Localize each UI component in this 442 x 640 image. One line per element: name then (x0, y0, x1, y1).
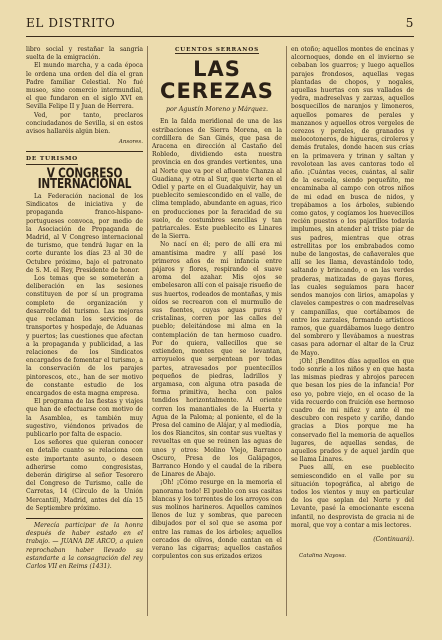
story-paragraph: en otoño; aquellos montes de encinas y alcornoques, donde en el invierno se cebaban los guarros; y luego aquellos parajes frondosos, aquellas vegas plantadas de chopos, y nogales, aquellas huertas con sus vallados de yedra, madreselvas y zarzas, aquellos bosquecillos de naranjos y limoneros, aquellos pomares de perales y manzanos y aquellos otros vergeles de cerezos y perales, de granados y melocotoneros, de higueras, ciroleros y demás frutales, donde hacen sus crías en la primavera y trinan y saltan y revolotean las aves cantoras todo el año. ¡Cuántas veces, cuántas, al salir de la escuela, siendo pequeñito, me encaminaba al campo con otros niños de mi edad en busca de nidos, y trepábamos a los árboles, subiendo como gatos, y cogíamos los huevecillos recién puestos o los pajarillos todavía implumes, sin atender al triste piar de sus padres, mientras que otras estrellitas por los embrabados como nube de langostas, de cañaverales que allí se les llama, devastándolo todo, saltando y brincando, o en las verdes praderas, matizadas de gayas flores, las cuales seguíamos para hacer sendos manojos con lirios, amapolas y claveles campestres o con madreselvas y campanillas, que cortábamos de entre los zarzales, formando artísticos ramos, que guardábamos luego dentro del sombrero y llevábamos a nuestras casas para adornar el altar de la Cruz de Mayo. (291, 46, 414, 357)
continued-note: (Continuará). (373, 535, 414, 543)
article-paragraph: Los señores que quieran conocer en detalle cuanto se relaciona con este importante asunto, o deseen adherirse como congresistas, deberán dirigirse al señor Tesorero del Congreso de Turismo, calle de Carretas, 14 (Círculo de la Unión Mercantil), Madrid, antes del día 15 de Septiembre próximo. (26, 439, 143, 512)
story-kicker (152, 46, 282, 54)
intro-paragraph: Ved, por tanto, preclaros conciudadanos de Sevilla, si en estos avisos hallaréis algún bien. (26, 111, 143, 136)
running-header (26, 16, 414, 37)
intro-paragraph: El mundo marcha, y a cada época le ordena una orden del día el gran Padre familiar Celestial. No fué museo, sino comercio intermundial, el que fundaron en el siglo XVI en Sevilla Felipe II y Juan de Herrera. (26, 62, 143, 111)
column-two (152, 46, 282, 624)
publication-title: EL DISTRITO (26, 16, 116, 30)
story-paragraph: ¡Oh! ¡Benditos días aquellos en que todo sonríe a los niños y en que hasta las mismas piedras y abrojos parecen que besan los pies de la infancia! Por eso yo, pobre viejo, en el ocaso de la vida recuerdo con fruición ese hermoso cuadro de mi niñez y ante él me descubro con respeto y cariño, dando gracias a Dios porque me ha conservado fiel la memoria de aquellos lugares, de aquellas sendas, de aquellos prados y de aquel jardín que se llama Linares. (291, 357, 414, 464)
article-paragraph: La Federación nacional de los Sindicatos de iniciativa y de propaganda franco-hispano-portugueses convoca, por medio de la Asociación de Propaganda de Madrid, al V Congreso internacional de turismo, que tendrá lugar en la corte durante los días 23 al 30 de Octubre próximo, bajo el patronato de S. M. el Rey, Presidente de honor. (26, 193, 143, 274)
closing-quote: Merecía participar de la honra después de haber estado en el trabajo. — JUANA DE ARCO, a quien reprochaban haber llevado su estandarte a la consagración del rey Carlos VII en Reims (1431). (26, 521, 143, 570)
column-one (26, 46, 143, 624)
column-three (291, 46, 414, 624)
story-paragraph: ¡Oh! ¡Cómo resurge en la memoria el panorama todo! El pueblo con sus casitas blancas y los torrentes de los arroyos con sus molinos harineros. Aquellos caminos llenos de luz y sombras, que parecen dibujados por el sol que se asoma por entre las ramas de los árboles; aquellos cercados de olivos, donde cantan en el verano las cigarras; aquellos castaños corpulentos con sus erizados erizos (152, 479, 282, 561)
footer-author: Catalina Nayosa. (299, 553, 347, 560)
story-paragraph: Pues allí, en ese pueblecito semiescondido en el valle por su situación topográfica, al abrigo de todos los vientos y muy en particular de los que soplan del Norte y del Levante, pasé la emocionante escena infantil, no desprovista de gracia ni de moral, que voy a contar a mis lectores. (291, 464, 414, 529)
story-paragraph: En la falda meridional de una de las estribaciones de Sierra Morena, en la cordillera de San Ginés, que pasa de Aracena en dirección al Castaño del Robledo, dividiendo esta nuestra provincia en dos grandes vertientes, una al Norte que va por el afluente Chanza al Guadiana, y otra al Sur, que vierte en el Odiel y parte en el Guadalquivir, hay un pueblecito semiescondido en el valle, de clima templado, abundante en aguas, rico en producciones por la feracidad de su suelo, de costumbres sencillas y tan patriarcales. Este pueblecito es Linares de la Sierra. (152, 118, 282, 241)
column-rule-left (147, 46, 148, 616)
section-divider (26, 151, 143, 152)
story-title: LAS CEREZAS (160, 57, 274, 104)
article-title: V CONGRESO INTERNACIONAL (37, 165, 132, 192)
section-label: DE TURISMO (26, 155, 78, 164)
page-number: 5 (405, 16, 414, 30)
signature: Ansores. (118, 139, 143, 146)
story-byline: por Agustín Moreno y Márquez. (165, 106, 269, 114)
column-rule-right (286, 46, 287, 616)
section-divider (26, 518, 143, 519)
article-paragraph: Los temas que se someterán a deliberación en las sesiones constituyen de por sí un programa completo de organización y desarrollo del turismo. Las mejoras que reclaman los servicios de transportes y hospedaje, de Aduanas y puertos; las cuestiones que afectan a la propaganda y publicidad, a las relaciones de los Sindicatos encargados de fomentar el turismo, a la conservación de los parajes pintorescos, etc., han de ser motivo de constante estudio de los encargados de esta magna empresa. (26, 275, 143, 397)
intro-paragraph: libro social y restañar la sangría suelta de la emigración. (26, 46, 143, 62)
kicker-text: CUENTOS SERRANOS (174, 47, 260, 53)
article-paragraph: El programa de las fiestas y viajes que han de efectuarse con motivo de la Asamblea, es también muy sugestivo, viéndonos privados de publicarlo por falta de espacio. (26, 398, 143, 438)
story-paragraph: No nací en él; pero de allí era mi amantísima madre y allí pasé los primeros años de mi infancia entre pájaros y flores, respirando el suave aroma del azahar. Mis ojos se embelesaron allí con el paisaje risueño de sus huertos, rodeados de montañas, y mis oídos se recrearon con el murmullo de sus fuentes, cuyas aguas puras y cristalinas, corren por las calles del pueblo; deleitándose mi alma en la contemplación de tan hermoso cuadro. Por do quiera, vallecillos que se extienden, montes que se levantan, arroyuelos que serpentean por todas partes, atravesados por puentecillos pequeños de piedras, ladrillos y argamasa, con alguna otra pasada de forma primitiva, hecha con palos tendidos horizontalmente. Al oriente corren los manantiales de la Huerta y Agua de la Paloma; al poniente, el de la Presa del camino de Alájar, y al mediodía, los dos Riancitos, sin contar sus vueltas y revueltas en que se reúnen las aguas de unos y otros: Molino Viejo, Barranco Oscuro, Presa de los Galápagos, Barranco Hondo y el caudal de la ribera de Linares de Abajo. (152, 241, 282, 479)
